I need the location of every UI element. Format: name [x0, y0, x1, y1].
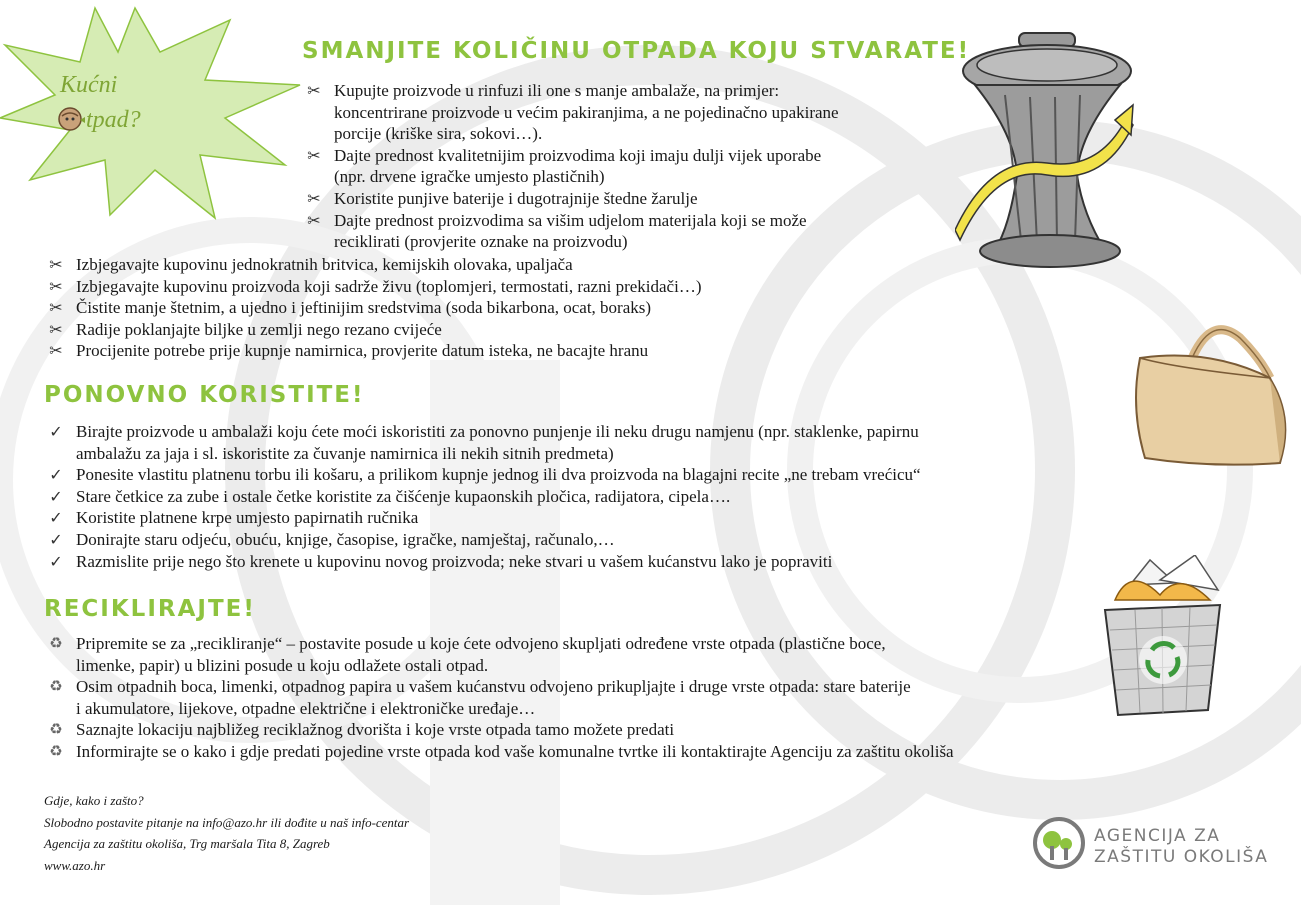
list-item: ✂ Kupujte proizvode u rinfuzi ili one s manje ambalaže, na primjer: koncentrirane proizvode u većim pakiranjima, a ne pojedinačno upakirane porcije (kriške sira, sokovi…). — [302, 80, 962, 145]
list-item: ✂ Čistite manje štetnim, a ujedno i jeftinijim sredstvima (soda bikarbona, ocat, boraks) — [44, 297, 944, 319]
list-item: ✂ Dajte prednost proizvodima sa višim udjelom materijala koji se može reciklirati (provjerite oznake na proizvodu) — [302, 210, 962, 253]
badge-line-1: Kućni — [60, 72, 118, 98]
scissors-icon: ✂ — [49, 341, 63, 361]
scissors-icon: ✂ — [49, 255, 63, 274]
scissors-icon: ✂ — [49, 319, 63, 339]
section2-title: PONOVNO KORISTITE! — [44, 382, 365, 408]
globe-face-icon — [56, 106, 86, 132]
check-icon: ✓ — [49, 508, 63, 528]
scissors-icon: ✂ — [49, 298, 63, 318]
list-item: ✂ Dajte prednost kvalitetnijim proizvodima koji imaju dulji vijek uporabe (npr. drvene igračke umjesto plastičnih) — [302, 145, 962, 188]
scissors-icon: ✂ — [307, 145, 321, 165]
section3-list — [44, 633, 1174, 763]
footer-line: www.azo.hr — [44, 857, 106, 873]
list-item: ♻ Pripremite se za „recikliranje“ – postavite posude u koje ćete odvojeno skupljati određene vrste otpada (plastične boce, limenke, papir) u blizini posude u koju odlažete ostali otpad. — [44, 633, 1174, 676]
footer-line: Gdje, kako i zašto? — [44, 793, 144, 808]
scissors-icon: ✂ — [307, 188, 321, 208]
list-item: ♻ Informirajte se o kako i gdje predati pojedine vrste otpada kod vaše komunalne tvrtke ili kontaktirajte Agenciju za zaštitu okoliša — [44, 741, 1174, 763]
footer-contact — [44, 790, 409, 876]
recycle-bin-illustration — [1100, 555, 1230, 720]
recycle-icon: ♻ — [49, 634, 63, 652]
logo-line-2: ZAŠTITU OKOLIŠA — [1094, 847, 1269, 867]
list-item: ♻ Saznajte lokaciju najbližeg reciklažnog dvorišta i koje vrste otpada tamo možete predati — [44, 719, 1174, 741]
list-item: ✂ Izbjegavajte kupovinu proizvoda koji sadrže živu (toplomjeri, termostati, razni prekidači…) — [44, 276, 944, 298]
check-icon: ✓ — [49, 486, 63, 506]
list-item: ✓ Razmislite prije nego što krenete u kupovinu novog proizvoda; neke stvari u vašem kućanstvu lako je popraviti — [44, 551, 1164, 573]
section3-title: RECIKLIRAJTE! — [44, 596, 256, 622]
footer-line: Slobodno postavite pitanje na info@azo.hr ili dođite u naš info-centar — [44, 814, 410, 830]
logo-line-1: AGENCIJA ZA — [1094, 826, 1221, 846]
check-icon: ✓ — [49, 422, 63, 441]
badge-line-2: tpad? — [56, 106, 141, 134]
kucni-otpad-badge — [0, 0, 310, 225]
trash-can-illustration — [955, 25, 1135, 275]
list-item: ✓ Ponesite vlastitu platnenu torbu ili košaru, a prilikom kupnje jednog ili dva proizvoda na blagajni recite „ne trebam vrećicu“ — [44, 464, 1164, 486]
recycle-icon: ♻ — [49, 720, 63, 739]
footer-line: Agencija za zaštitu okoliša, Trg maršala Tita 8, Zagreb — [44, 836, 330, 851]
section1-title: SMANJITE KOLIČINU OTPADA KOJU STVARATE! — [302, 38, 971, 64]
check-icon: ✓ — [49, 529, 63, 549]
recycle-icon: ♻ — [49, 677, 63, 696]
list-item: ✂ Procijenite potrebe prije kupnje namirnica, provjerite datum isteka, ne bacajte hranu — [44, 340, 944, 362]
list-item: ♻ Osim otpadnih boca, limenki, otpadnog papira u vašem kućanstvu odvojeno prikupljajte i druge vrste otpada: stare baterije i akumulatore, lijekove, otpadne električne i elektroničke uređaje… — [44, 676, 1174, 719]
check-icon: ✓ — [49, 465, 63, 485]
list-item: ✂ Izbjegavajte kupovinu jednokratnih britvica, kemijskih olovaka, upaljača — [44, 254, 944, 276]
section2-list — [44, 421, 1164, 572]
agency-logo-icon — [1032, 816, 1086, 870]
list-item: ✓ Donirajte staru odjeću, obuću, knjige, časopise, igračke, namještaj, računalo,… — [44, 529, 1164, 551]
section1-list-top — [302, 80, 962, 253]
list-item: ✂ Koristite punjive baterije i dugotrajnije štedne žarulje — [302, 188, 962, 210]
agency-logo-text — [1094, 826, 1268, 868]
scissors-icon: ✂ — [49, 276, 63, 296]
list-item: ✓ Koristite platnene krpe umjesto papirnatih ručnika — [44, 507, 1164, 529]
cloth-bag-illustration — [1120, 318, 1295, 468]
section1-list-bottom — [44, 254, 944, 362]
check-icon: ✓ — [49, 551, 63, 571]
scissors-icon: ✂ — [307, 81, 321, 100]
recycle-icon: ♻ — [49, 741, 63, 760]
list-item: ✓ Birajte proizvode u ambalaži koju ćete moći iskoristiti za ponovno punjenje ili neku drugu namjenu (npr. staklenke, papirnu ambalažu za jaja i sl. iskoristite za čuvanje namirnica ili nekih sitnih predmeta) — [44, 421, 1164, 464]
scissors-icon: ✂ — [307, 210, 321, 230]
list-item: ✂ Radije poklanjajte biljke u zemlji nego rezano cvijeće — [44, 319, 944, 341]
list-item: ✓ Stare četkice za zube i ostale četke koristite za čišćenje kupaonskih pločica, radijatora, cipela…. — [44, 486, 1164, 508]
